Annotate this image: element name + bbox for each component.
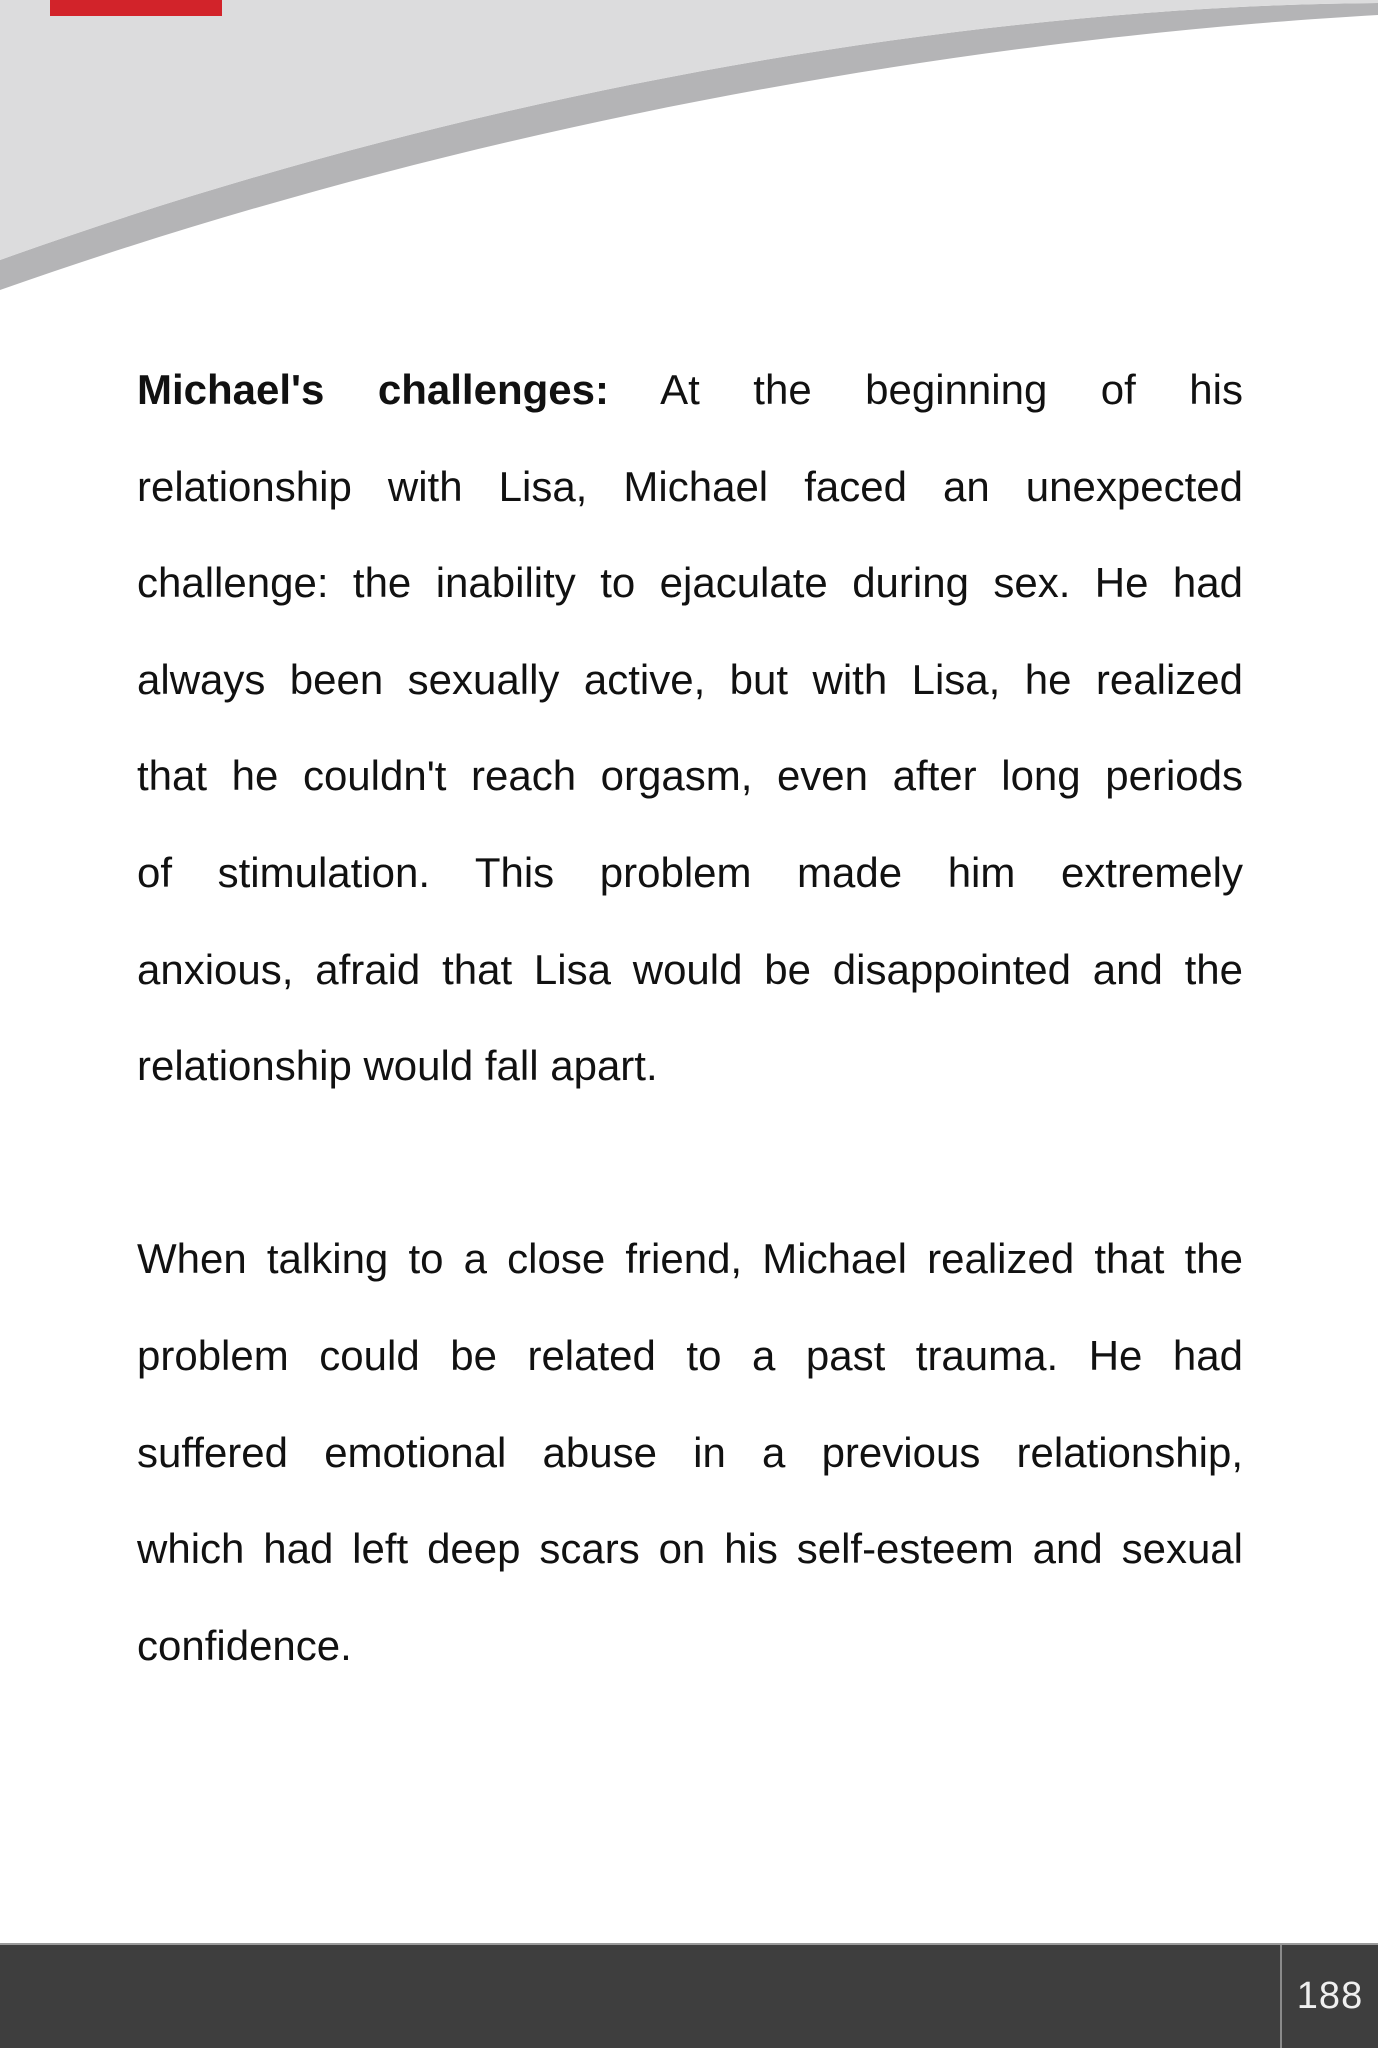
text-line: which had left deep scars on his self-esteem and sexual [137, 1525, 1243, 1573]
text-line: challenge: the inability to ejaculate during sex. He had [137, 559, 1243, 607]
footer-bar [0, 1943, 1378, 2048]
body-text [137, 0, 1243, 1694]
text-line: relationship with Lisa, Michael faced an unexpected [137, 462, 1243, 510]
text-line: When talking to a close friend, Michael realized that the [137, 1235, 1243, 1283]
paragraph [137, 1211, 1243, 1694]
text-line: confidence. [137, 1621, 352, 1669]
page-number-cell [1282, 1945, 1378, 2048]
page-number: 188 [1296, 1975, 1364, 2017]
text-line: that he couldn't reach orgasm, even after long periods [137, 752, 1243, 800]
text-line: always been sexually active, but with Lisa, he realized [137, 655, 1243, 703]
paragraph [137, 342, 1243, 1115]
text-line: of stimulation. This problem made him extremely [137, 848, 1243, 896]
text-line: Michael's challenges: At the beginning of his [137, 366, 1244, 413]
text-line: problem could be related to a past trauma. He had [137, 1331, 1243, 1379]
text-line: anxious, afraid that Lisa would be disappointed and the [137, 945, 1243, 993]
text-line: suffered emotional abuse in a previous relationship, [137, 1428, 1243, 1476]
text-line: relationship would fall apart. [137, 1042, 658, 1090]
bold-lead-in: Michael's challenges: [137, 366, 609, 413]
